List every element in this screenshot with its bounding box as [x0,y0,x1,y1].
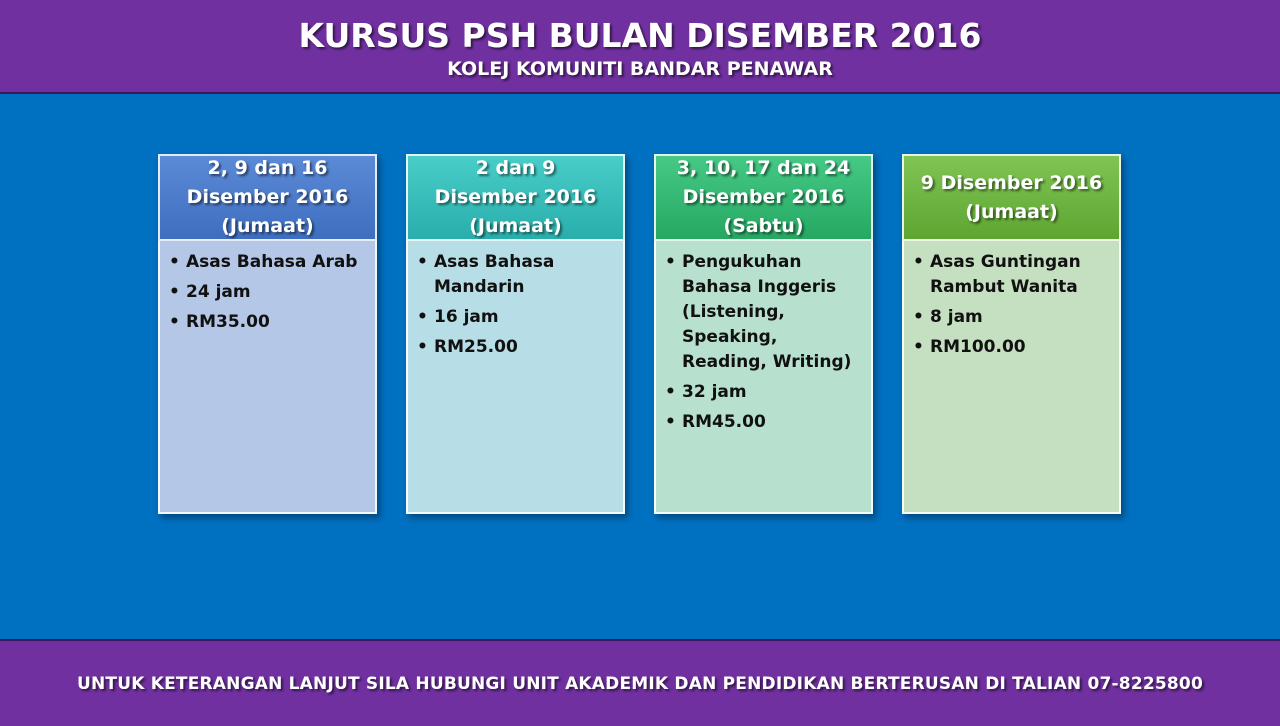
course-card-3-date-line-3: (Sabtu) [723,215,804,237]
course-card-3-duration: • 32 jam [664,380,865,405]
course-card-1-header [158,154,377,241]
course-card-4-name: • Asas Guntingan Rambut Wanita [912,250,1113,300]
course-card-3 [654,154,873,514]
course-card-4-fee: • RM100.00 [912,335,1113,360]
course-card-1-name: • Asas Bahasa Arab [168,250,369,275]
course-card-3-fee: • RM45.00 [664,410,865,435]
course-card-2-fee: • RM25.00 [416,335,617,360]
footer-banner [0,639,1280,726]
course-card-1 [158,154,377,514]
course-card-2-header [406,154,625,241]
course-card-2-duration: • 16 jam [416,305,617,330]
course-card-3-name: • Pengukuhan Bahasa Inggeris (Listening, Speaking, Reading, Writing) [664,250,865,375]
course-card-1-date-line-3: (Jumaat) [221,215,314,237]
course-card-4-duration: • 8 jam [912,305,1113,330]
course-card-2 [406,154,625,514]
course-card-3-date-line-1: 3, 10, 17 dan 24 [676,157,851,179]
course-card-4-header [902,154,1121,241]
course-card-3-body [654,241,873,514]
course-card-4-date-line-1: 9 Disember 2016 [920,171,1103,194]
course-card-1-body [158,241,377,514]
course-card-2-name: • Asas Bahasa Mandarin [416,250,617,300]
course-card-4-body [902,241,1121,514]
course-card-1-date-line-1: 2, 9 dan 16 [207,157,328,179]
course-card-1-fee: • RM35.00 [168,310,369,335]
page-title: KURSUS PSH BULAN DISEMBER 2016 [298,16,982,55]
course-card-4 [902,154,1121,514]
page-subtitle: KOLEJ KOMUNITI BANDAR PENAWAR [447,58,833,80]
course-card-2-date-line-1: 2 dan 9 [475,157,556,179]
course-card-4-date-line-2: (Jumaat) [965,200,1058,223]
course-card-2-date-line-3: (Jumaat) [469,215,562,237]
course-card-3-header [654,154,873,241]
header-banner [0,0,1280,94]
course-card-3-date-line-2: Disember 2016 [682,186,845,208]
course-card-1-duration: • 24 jam [168,280,369,305]
course-card-2-body [406,241,625,514]
course-card-1-date-line-2: Disember 2016 [186,186,349,208]
course-card-2-date-line-2: Disember 2016 [434,186,597,208]
contact-info: UNTUK KETERANGAN LANJUT SILA HUBUNGI UNIT AKADEMIK DAN PENDIDIKAN BERTERUSAN DI TALIAN 07-8225800 [77,673,1203,694]
